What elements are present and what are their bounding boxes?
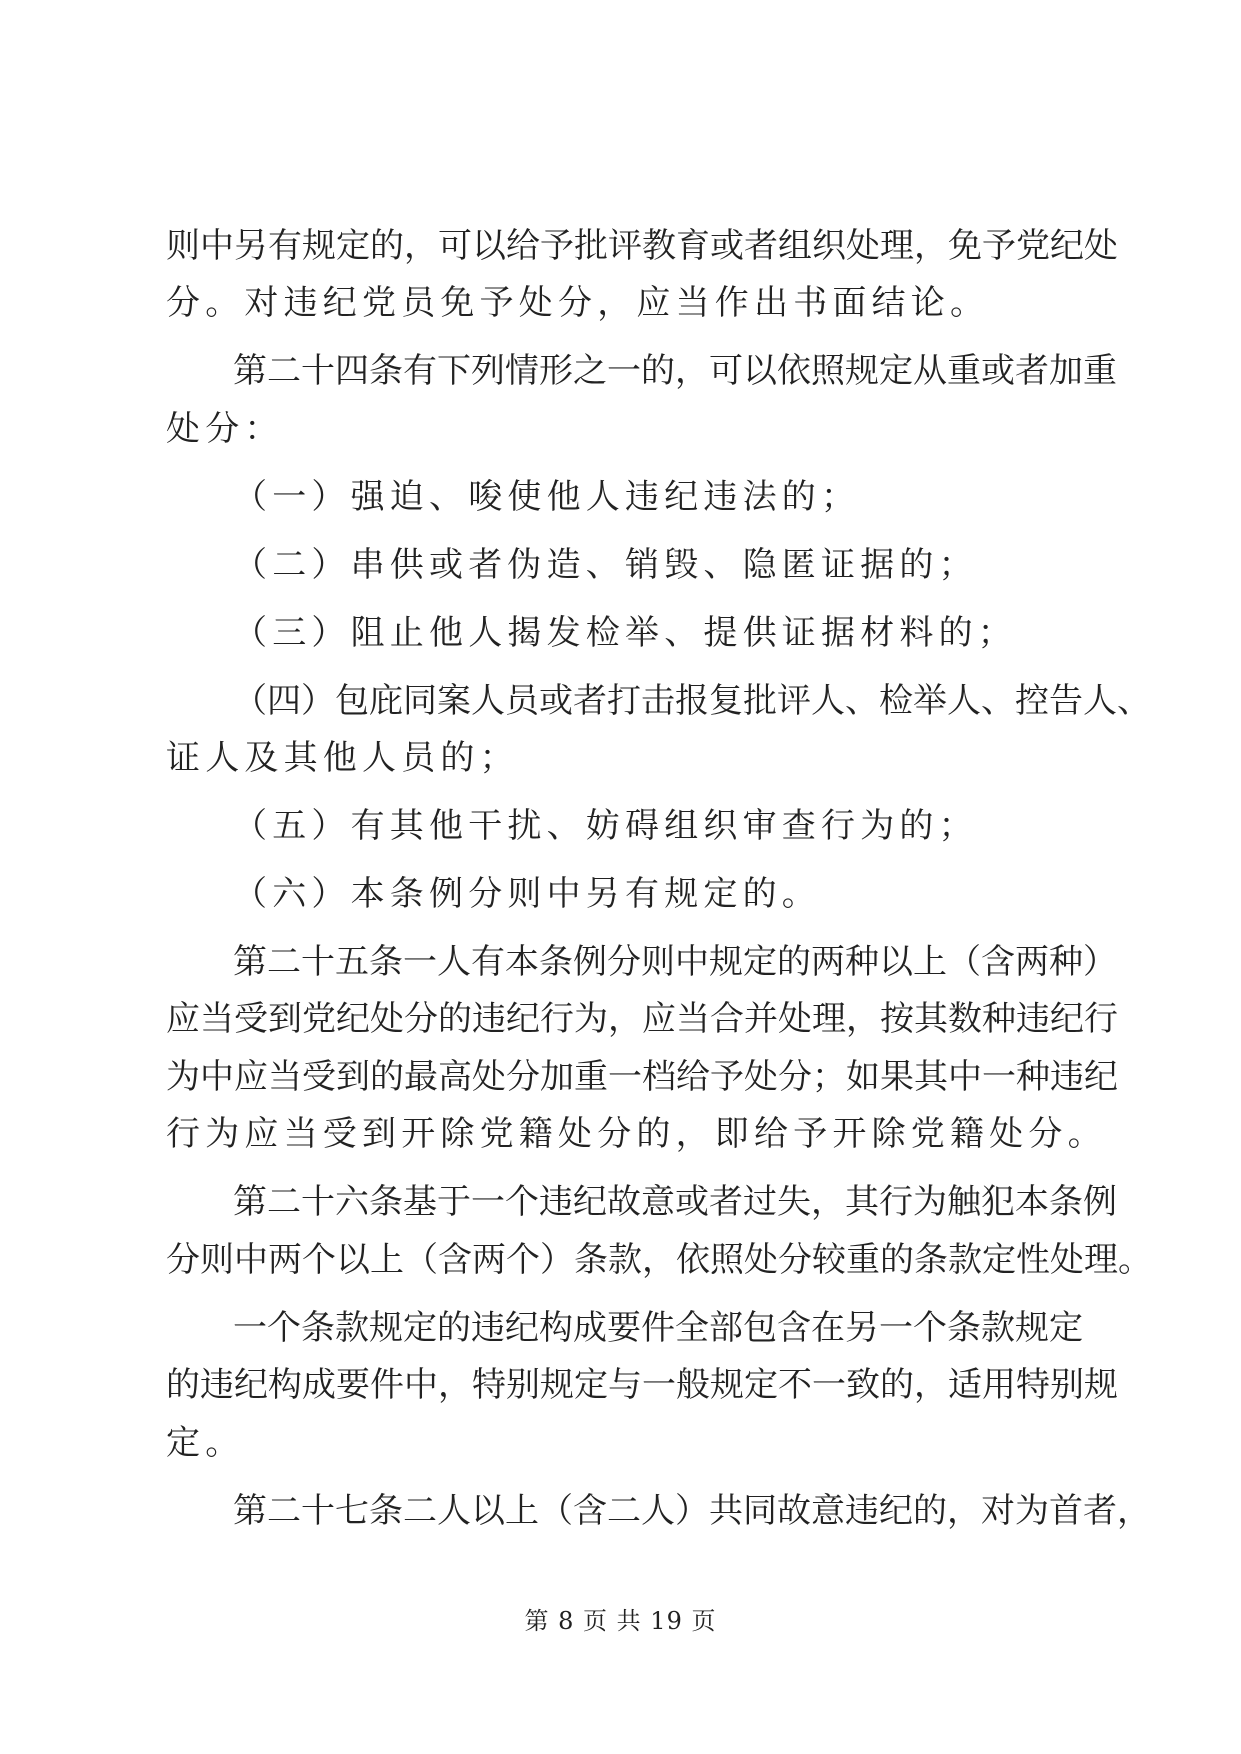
- text-line-17: 分则中两个以上（含两个）条款，依照处分较重的条款定性处理。: [166, 1240, 1152, 1280]
- text-line-2: 分。对违纪党员免予处分，应当作出书面结论。: [166, 283, 990, 323]
- text-line-6: （二）串供或者伪造、销毁、隐匿证据的；: [233, 545, 978, 585]
- text-line-18: 一个条款规定的违纪构成要件全部包含在另一个条款规定: [233, 1308, 1083, 1348]
- text-line-8: （四）包庇同案人员或者打击报复批评人、检举人、控告人、: [233, 681, 1151, 721]
- text-line-19: 的违纪构成要件中，特别规定与一般规定不一致的，适用特别规: [166, 1365, 1118, 1405]
- text-line-11: （六）本条例分则中另有规定的。: [233, 874, 821, 914]
- text-line-4: 处分：: [166, 409, 284, 449]
- text-line-13: 应当受到党纪处分的违纪行为，应当合并处理，按其数种违纪行: [166, 999, 1118, 1039]
- text-line-1: 则中另有规定的，可以给予批评教育或者组织处理，免予党纪处: [166, 226, 1118, 266]
- page-number-footer: 第 8 页 共 19 页: [524, 1607, 717, 1635]
- text-line-14: 为中应当受到的最高处分加重一档给予处分；如果其中一种违纪: [166, 1057, 1118, 1097]
- text-line-10: （五）有其他干扰、妨碍组织审查行为的；: [233, 806, 978, 846]
- text-line-5: （一）强迫、唆使他人违纪违法的；: [233, 477, 861, 517]
- text-line-21: 第二十七条二人以上（含二人）共同故意违纪的，对为首者，: [233, 1491, 1151, 1531]
- text-line-12: 第二十五条一人有本条例分则中规定的两种以上（含两种）: [233, 942, 1117, 982]
- text-line-20: 定。: [166, 1423, 245, 1463]
- text-line-9: 证人及其他人员的；: [166, 738, 519, 778]
- text-line-3: 第二十四条有下列情形之一的，可以依照规定从重或者加重: [233, 351, 1117, 391]
- text-line-16: 第二十六条基于一个违纪故意或者过失，其行为触犯本条例: [233, 1182, 1117, 1222]
- text-line-15: 行为应当受到开除党籍处分的，即给予开除党籍处分。: [166, 1114, 1107, 1154]
- text-line-7: （三）阻止他人揭发检举、提供证据材料的；: [233, 613, 1017, 653]
